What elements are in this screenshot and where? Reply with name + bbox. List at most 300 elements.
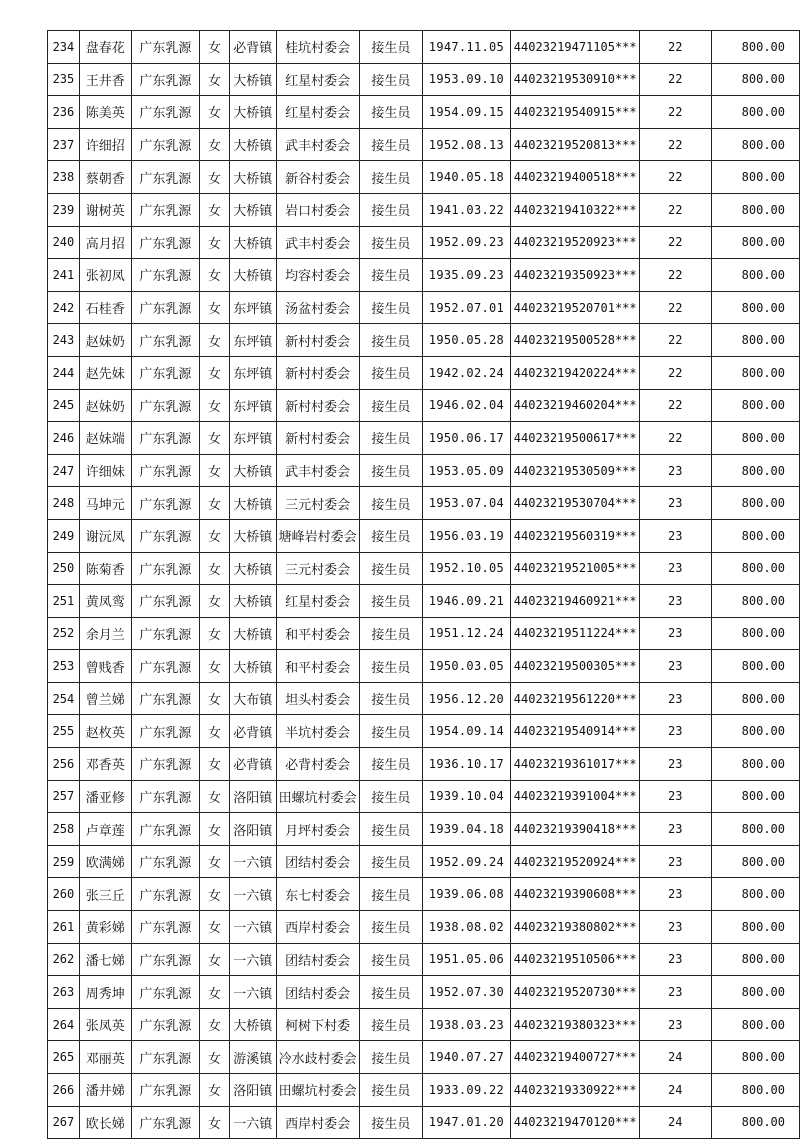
table-row [48, 128, 800, 161]
id-number-cell: 44023219460204*** [510, 389, 639, 422]
town-cell: 大布镇 [229, 682, 276, 715]
birth-date-cell: 1950.05.28 [423, 324, 511, 357]
occupation-cell: 接生员 [359, 128, 422, 161]
gender-cell: 女 [200, 161, 230, 194]
document-sheet [47, 30, 800, 1139]
id-number-cell: 44023219460921*** [510, 585, 639, 618]
birth-date-cell: 1950.06.17 [423, 422, 511, 455]
id-number-cell: 44023219420224*** [510, 356, 639, 389]
native-place-cell: 广东乳源 [131, 519, 200, 552]
village-committee-cell: 塘峰岩村委会 [276, 519, 359, 552]
table-row [48, 454, 800, 487]
birth-date-cell: 1942.02.24 [423, 356, 511, 389]
gender-cell: 女 [200, 259, 230, 292]
table-row [48, 161, 800, 194]
table-row [48, 780, 800, 813]
birth-date-cell: 1947.11.05 [423, 31, 511, 64]
town-cell: 大桥镇 [229, 161, 276, 194]
name-cell: 邓香英 [79, 748, 131, 781]
gender-cell: 女 [200, 813, 230, 846]
table-row [48, 617, 800, 650]
id-number-cell: 44023219540914*** [510, 715, 639, 748]
native-place-cell: 广东乳源 [131, 389, 200, 422]
occupation-cell: 接生员 [359, 422, 422, 455]
name-cell: 陈美英 [79, 96, 131, 129]
id-number-cell: 44023219471105*** [510, 31, 639, 64]
years-cell: 24 [639, 1074, 711, 1107]
amount-cell: 800.00 [711, 422, 799, 455]
table-row [48, 1008, 800, 1041]
occupation-cell: 接生员 [359, 259, 422, 292]
row-number-cell: 243 [48, 324, 80, 357]
occupation-cell: 接生员 [359, 748, 422, 781]
occupation-cell: 接生员 [359, 552, 422, 585]
occupation-cell: 接生员 [359, 585, 422, 618]
gender-cell: 女 [200, 193, 230, 226]
occupation-cell: 接生员 [359, 193, 422, 226]
gender-cell: 女 [200, 845, 230, 878]
town-cell: 东坪镇 [229, 324, 276, 357]
row-number-cell: 239 [48, 193, 80, 226]
amount-cell: 800.00 [711, 1008, 799, 1041]
village-committee-cell: 西岸村委会 [276, 1106, 359, 1139]
id-number-cell: 44023219500617*** [510, 422, 639, 455]
id-number-cell: 44023219560319*** [510, 519, 639, 552]
native-place-cell: 广东乳源 [131, 1008, 200, 1041]
row-number-cell: 250 [48, 552, 80, 585]
table-row [48, 291, 800, 324]
amount-cell: 800.00 [711, 63, 799, 96]
id-number-cell: 44023219500528*** [510, 324, 639, 357]
native-place-cell: 广东乳源 [131, 487, 200, 520]
amount-cell: 800.00 [711, 813, 799, 846]
village-committee-cell: 新村村委会 [276, 422, 359, 455]
row-number-cell: 241 [48, 259, 80, 292]
id-number-cell: 44023219390418*** [510, 813, 639, 846]
occupation-cell: 接生员 [359, 161, 422, 194]
native-place-cell: 广东乳源 [131, 943, 200, 976]
occupation-cell: 接生员 [359, 1106, 422, 1139]
birth-date-cell: 1939.10.04 [423, 780, 511, 813]
amount-cell: 800.00 [711, 976, 799, 1009]
town-cell: 大桥镇 [229, 552, 276, 585]
village-committee-cell: 坦头村委会 [276, 682, 359, 715]
village-committee-cell: 红星村委会 [276, 96, 359, 129]
years-cell: 22 [639, 389, 711, 422]
gender-cell: 女 [200, 650, 230, 683]
id-number-cell: 44023219400518*** [510, 161, 639, 194]
birth-date-cell: 1952.09.24 [423, 845, 511, 878]
town-cell: 洛阳镇 [229, 813, 276, 846]
row-number-cell: 256 [48, 748, 80, 781]
amount-cell: 800.00 [711, 324, 799, 357]
gender-cell: 女 [200, 356, 230, 389]
years-cell: 23 [639, 585, 711, 618]
occupation-cell: 接生员 [359, 976, 422, 1009]
native-place-cell: 广东乳源 [131, 650, 200, 683]
table-row [48, 519, 800, 552]
gender-cell: 女 [200, 1074, 230, 1107]
amount-cell: 800.00 [711, 911, 799, 944]
gender-cell: 女 [200, 748, 230, 781]
row-number-cell: 238 [48, 161, 80, 194]
native-place-cell: 广东乳源 [131, 878, 200, 911]
id-number-cell: 44023219330922*** [510, 1074, 639, 1107]
id-number-cell: 44023219400727*** [510, 1041, 639, 1074]
occupation-cell: 接生员 [359, 780, 422, 813]
gender-cell: 女 [200, 324, 230, 357]
years-cell: 24 [639, 1041, 711, 1074]
id-number-cell: 44023219510506*** [510, 943, 639, 976]
row-number-cell: 240 [48, 226, 80, 259]
name-cell: 赵妹奶 [79, 324, 131, 357]
town-cell: 大桥镇 [229, 519, 276, 552]
years-cell: 23 [639, 1008, 711, 1041]
birth-date-cell: 1956.03.19 [423, 519, 511, 552]
native-place-cell: 广东乳源 [131, 1106, 200, 1139]
row-number-cell: 254 [48, 682, 80, 715]
town-cell: 一六镇 [229, 878, 276, 911]
amount-cell: 800.00 [711, 748, 799, 781]
occupation-cell: 接生员 [359, 845, 422, 878]
town-cell: 东坪镇 [229, 291, 276, 324]
years-cell: 22 [639, 291, 711, 324]
village-committee-cell: 岩口村委会 [276, 193, 359, 226]
table-row [48, 552, 800, 585]
row-number-cell: 263 [48, 976, 80, 1009]
native-place-cell: 广东乳源 [131, 31, 200, 64]
table-row [48, 356, 800, 389]
row-number-cell: 236 [48, 96, 80, 129]
table-row [48, 748, 800, 781]
village-committee-cell: 团结村委会 [276, 976, 359, 1009]
amount-cell: 800.00 [711, 682, 799, 715]
name-cell: 余月兰 [79, 617, 131, 650]
gender-cell: 女 [200, 519, 230, 552]
town-cell: 大桥镇 [229, 226, 276, 259]
table-row [48, 585, 800, 618]
amount-cell: 800.00 [711, 943, 799, 976]
native-place-cell: 广东乳源 [131, 96, 200, 129]
table-row [48, 878, 800, 911]
native-place-cell: 广东乳源 [131, 291, 200, 324]
birth-date-cell: 1938.08.02 [423, 911, 511, 944]
years-cell: 23 [639, 552, 711, 585]
amount-cell: 800.00 [711, 454, 799, 487]
gender-cell: 女 [200, 63, 230, 96]
gender-cell: 女 [200, 585, 230, 618]
occupation-cell: 接生员 [359, 324, 422, 357]
row-number-cell: 267 [48, 1106, 80, 1139]
native-place-cell: 广东乳源 [131, 356, 200, 389]
row-number-cell: 234 [48, 31, 80, 64]
town-cell: 大桥镇 [229, 63, 276, 96]
village-committee-cell: 三元村委会 [276, 487, 359, 520]
years-cell: 23 [639, 813, 711, 846]
table-row [48, 682, 800, 715]
amount-cell: 800.00 [711, 193, 799, 226]
occupation-cell: 接生员 [359, 1008, 422, 1041]
row-number-cell: 264 [48, 1008, 80, 1041]
occupation-cell: 接生员 [359, 31, 422, 64]
gender-cell: 女 [200, 878, 230, 911]
gender-cell: 女 [200, 128, 230, 161]
name-cell: 赵先妹 [79, 356, 131, 389]
amount-cell: 800.00 [711, 878, 799, 911]
native-place-cell: 广东乳源 [131, 911, 200, 944]
years-cell: 23 [639, 715, 711, 748]
row-number-cell: 242 [48, 291, 80, 324]
gender-cell: 女 [200, 1106, 230, 1139]
native-place-cell: 广东乳源 [131, 780, 200, 813]
years-cell: 23 [639, 911, 711, 944]
amount-cell: 800.00 [711, 519, 799, 552]
village-committee-cell: 桂坑村委会 [276, 31, 359, 64]
occupation-cell: 接生员 [359, 454, 422, 487]
years-cell: 22 [639, 356, 711, 389]
birth-date-cell: 1951.12.24 [423, 617, 511, 650]
gender-cell: 女 [200, 1008, 230, 1041]
table-row [48, 259, 800, 292]
occupation-cell: 接生员 [359, 389, 422, 422]
birth-date-cell: 1939.06.08 [423, 878, 511, 911]
name-cell: 许细招 [79, 128, 131, 161]
name-cell: 高月招 [79, 226, 131, 259]
row-number-cell: 265 [48, 1041, 80, 1074]
id-number-cell: 44023219361017*** [510, 748, 639, 781]
name-cell: 潘七娣 [79, 943, 131, 976]
birth-date-cell: 1952.09.23 [423, 226, 511, 259]
row-number-cell: 235 [48, 63, 80, 96]
occupation-cell: 接生员 [359, 911, 422, 944]
birth-date-cell: 1946.09.21 [423, 585, 511, 618]
name-cell: 黄凤鸾 [79, 585, 131, 618]
years-cell: 22 [639, 128, 711, 161]
gender-cell: 女 [200, 943, 230, 976]
years-cell: 22 [639, 226, 711, 259]
table-row [48, 1106, 800, 1139]
id-number-cell: 44023219350923*** [510, 259, 639, 292]
years-cell: 23 [639, 454, 711, 487]
village-committee-cell: 田螺坑村委会 [276, 1074, 359, 1107]
name-cell: 黄彩娣 [79, 911, 131, 944]
table-row [48, 422, 800, 455]
town-cell: 一六镇 [229, 976, 276, 1009]
amount-cell: 800.00 [711, 31, 799, 64]
occupation-cell: 接生员 [359, 487, 422, 520]
birth-date-cell: 1935.09.23 [423, 259, 511, 292]
years-cell: 22 [639, 259, 711, 292]
id-number-cell: 44023219561220*** [510, 682, 639, 715]
table-row [48, 650, 800, 683]
amount-cell: 800.00 [711, 650, 799, 683]
town-cell: 大桥镇 [229, 454, 276, 487]
gender-cell: 女 [200, 454, 230, 487]
gender-cell: 女 [200, 96, 230, 129]
amount-cell: 800.00 [711, 552, 799, 585]
village-committee-cell: 冷水歧村委会 [276, 1041, 359, 1074]
name-cell: 张凤英 [79, 1008, 131, 1041]
table-row [48, 193, 800, 226]
village-committee-cell: 新村村委会 [276, 356, 359, 389]
years-cell: 23 [639, 650, 711, 683]
village-committee-cell: 团结村委会 [276, 943, 359, 976]
row-number-cell: 237 [48, 128, 80, 161]
amount-cell: 800.00 [711, 1041, 799, 1074]
occupation-cell: 接生员 [359, 356, 422, 389]
table-row [48, 63, 800, 96]
name-cell: 谢树英 [79, 193, 131, 226]
birth-date-cell: 1953.05.09 [423, 454, 511, 487]
village-committee-cell: 西岸村委会 [276, 911, 359, 944]
native-place-cell: 广东乳源 [131, 845, 200, 878]
row-number-cell: 247 [48, 454, 80, 487]
name-cell: 赵妹奶 [79, 389, 131, 422]
row-number-cell: 259 [48, 845, 80, 878]
id-number-cell: 44023219500305*** [510, 650, 639, 683]
name-cell: 蔡朝香 [79, 161, 131, 194]
village-committee-cell: 新村村委会 [276, 389, 359, 422]
id-number-cell: 44023219530509*** [510, 454, 639, 487]
row-number-cell: 253 [48, 650, 80, 683]
occupation-cell: 接生员 [359, 943, 422, 976]
row-number-cell: 244 [48, 356, 80, 389]
occupation-cell: 接生员 [359, 878, 422, 911]
birth-date-cell: 1952.07.01 [423, 291, 511, 324]
row-number-cell: 258 [48, 813, 80, 846]
gender-cell: 女 [200, 715, 230, 748]
occupation-cell: 接生员 [359, 519, 422, 552]
occupation-cell: 接生员 [359, 813, 422, 846]
town-cell: 必背镇 [229, 31, 276, 64]
row-number-cell: 248 [48, 487, 80, 520]
town-cell: 洛阳镇 [229, 780, 276, 813]
native-place-cell: 广东乳源 [131, 585, 200, 618]
gender-cell: 女 [200, 682, 230, 715]
amount-cell: 800.00 [711, 617, 799, 650]
birth-date-cell: 1938.03.23 [423, 1008, 511, 1041]
personnel-table [47, 30, 800, 1139]
name-cell: 张三丘 [79, 878, 131, 911]
row-number-cell: 249 [48, 519, 80, 552]
native-place-cell: 广东乳源 [131, 128, 200, 161]
table-row [48, 389, 800, 422]
native-place-cell: 广东乳源 [131, 454, 200, 487]
years-cell: 23 [639, 519, 711, 552]
name-cell: 潘井娣 [79, 1074, 131, 1107]
village-committee-cell: 田螺坑村委会 [276, 780, 359, 813]
amount-cell: 800.00 [711, 1106, 799, 1139]
native-place-cell: 广东乳源 [131, 161, 200, 194]
town-cell: 大桥镇 [229, 487, 276, 520]
name-cell: 卢章莲 [79, 813, 131, 846]
row-number-cell: 246 [48, 422, 80, 455]
village-committee-cell: 汤盆村委会 [276, 291, 359, 324]
gender-cell: 女 [200, 226, 230, 259]
gender-cell: 女 [200, 1041, 230, 1074]
amount-cell: 800.00 [711, 389, 799, 422]
table-row [48, 813, 800, 846]
table-body [48, 31, 800, 1139]
birth-date-cell: 1933.09.22 [423, 1074, 511, 1107]
occupation-cell: 接生员 [359, 650, 422, 683]
name-cell: 欧长娣 [79, 1106, 131, 1139]
id-number-cell: 44023219390608*** [510, 878, 639, 911]
years-cell: 24 [639, 1106, 711, 1139]
id-number-cell: 44023219520924*** [510, 845, 639, 878]
table-row [48, 1074, 800, 1107]
native-place-cell: 广东乳源 [131, 1041, 200, 1074]
name-cell: 张初凤 [79, 259, 131, 292]
amount-cell: 800.00 [711, 259, 799, 292]
birth-date-cell: 1946.02.04 [423, 389, 511, 422]
village-committee-cell: 和平村委会 [276, 650, 359, 683]
native-place-cell: 广东乳源 [131, 976, 200, 1009]
amount-cell: 800.00 [711, 96, 799, 129]
id-number-cell: 44023219391004*** [510, 780, 639, 813]
id-number-cell: 44023219540915*** [510, 96, 639, 129]
village-committee-cell: 新村村委会 [276, 324, 359, 357]
town-cell: 大桥镇 [229, 96, 276, 129]
birth-date-cell: 1947.01.20 [423, 1106, 511, 1139]
years-cell: 23 [639, 976, 711, 1009]
village-committee-cell: 新谷村委会 [276, 161, 359, 194]
id-number-cell: 44023219511224*** [510, 617, 639, 650]
birth-date-cell: 1953.07.04 [423, 487, 511, 520]
gender-cell: 女 [200, 291, 230, 324]
birth-date-cell: 1936.10.17 [423, 748, 511, 781]
town-cell: 大桥镇 [229, 1008, 276, 1041]
name-cell: 周秀坤 [79, 976, 131, 1009]
town-cell: 一六镇 [229, 911, 276, 944]
birth-date-cell: 1940.05.18 [423, 161, 511, 194]
town-cell: 大桥镇 [229, 259, 276, 292]
name-cell: 欧满娣 [79, 845, 131, 878]
native-place-cell: 广东乳源 [131, 552, 200, 585]
name-cell: 王井香 [79, 63, 131, 96]
id-number-cell: 44023219470120*** [510, 1106, 639, 1139]
name-cell: 马坤元 [79, 487, 131, 520]
occupation-cell: 接生员 [359, 682, 422, 715]
native-place-cell: 广东乳源 [131, 1074, 200, 1107]
occupation-cell: 接生员 [359, 96, 422, 129]
table-row [48, 1041, 800, 1074]
years-cell: 23 [639, 617, 711, 650]
native-place-cell: 广东乳源 [131, 63, 200, 96]
gender-cell: 女 [200, 617, 230, 650]
amount-cell: 800.00 [711, 291, 799, 324]
occupation-cell: 接生员 [359, 291, 422, 324]
amount-cell: 800.00 [711, 1074, 799, 1107]
town-cell: 洛阳镇 [229, 1074, 276, 1107]
birth-date-cell: 1940.07.27 [423, 1041, 511, 1074]
birth-date-cell: 1953.09.10 [423, 63, 511, 96]
birth-date-cell: 1950.03.05 [423, 650, 511, 683]
table-row [48, 845, 800, 878]
town-cell: 大桥镇 [229, 128, 276, 161]
native-place-cell: 广东乳源 [131, 748, 200, 781]
id-number-cell: 44023219380323*** [510, 1008, 639, 1041]
birth-date-cell: 1952.07.30 [423, 976, 511, 1009]
town-cell: 东坪镇 [229, 422, 276, 455]
name-cell: 石桂香 [79, 291, 131, 324]
years-cell: 22 [639, 422, 711, 455]
name-cell: 盘春花 [79, 31, 131, 64]
native-place-cell: 广东乳源 [131, 324, 200, 357]
row-number-cell: 252 [48, 617, 80, 650]
birth-date-cell: 1939.04.18 [423, 813, 511, 846]
native-place-cell: 广东乳源 [131, 226, 200, 259]
